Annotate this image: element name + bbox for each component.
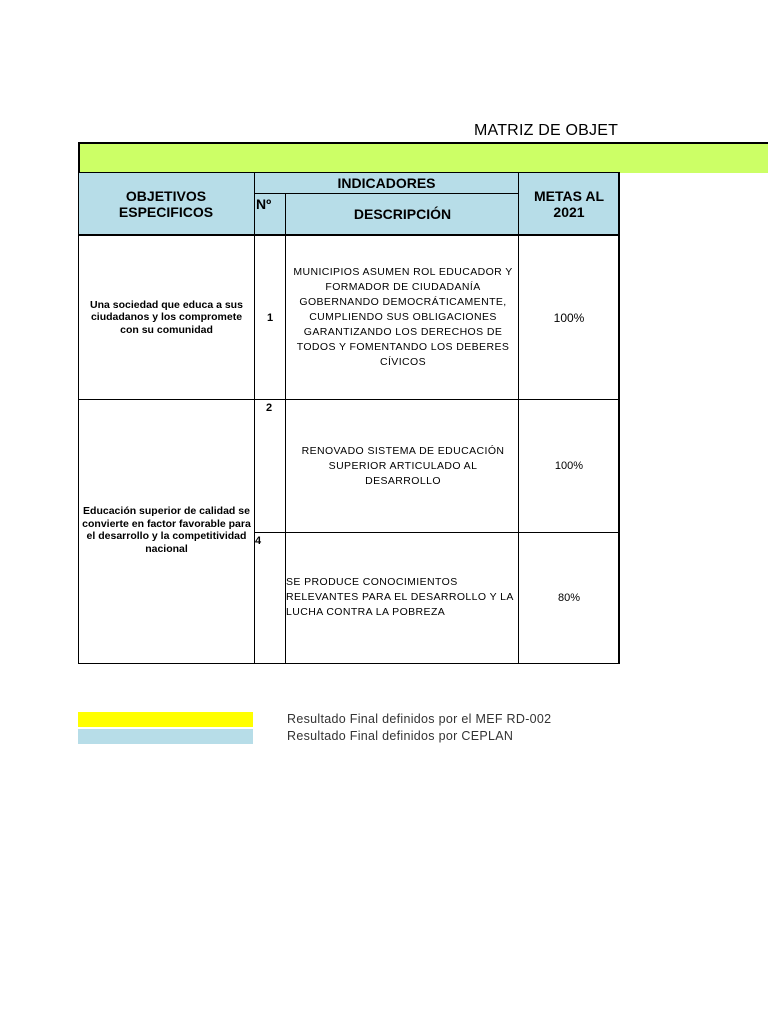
indicator-description: MUNICIPIOS ASUMEN ROL EDUCADOR Y FORMADOR DE CIUDADANÍA GOBERNANDO DEMOCRÁTICAMENTE, CUMPLIENDO SUS OBLIGACIONES GARANTIZANDO LOS DERECHOS DE TODOS Y FOMENTANDO LOS DEBERES CÍVICOS [293,266,513,368]
page-title: MATRIZ DE OBJET [474,122,619,139]
header-indicadores: INDICADORES [254,173,519,193]
header-objetivos: OBJETIVOS ESPECIFICOS [78,173,254,235]
meta-value: 100% [554,460,584,472]
header-numero: Nº [254,193,286,235]
legend-label-mef: Resultado Final definidos por el MEF RD-002 [287,712,552,726]
header-descripcion: DESCRIPCIÓN [286,193,519,235]
indicator-number: 2 [266,402,273,414]
legend-swatch-ceplan [78,729,253,744]
meta-value: 80% [557,592,581,604]
legend-label-ceplan: Resultado Final definidos por CEPLAN [287,729,514,743]
indicator-description: SE PRODUCE CONOCIMIENTOS RELEVANTES PARA EL DESARROLLO Y LA LUCHA CONTRA LA POBREZA [286,576,514,618]
objetivo-cell: Educación superior de calidad se convierte en factor favorable para el desarrollo y la competitividad nacional [82,505,251,555]
indicator-number: 4 [255,535,262,547]
legend-swatch-mef [78,712,253,727]
indicator-description: RENOVADO SISTEMA DE EDUCACIÓN SUPERIOR ARTICULADO AL DESARROLLO [301,444,505,487]
indicator-number: 1 [266,311,274,324]
title-band [78,142,768,173]
meta-value: 100% [553,310,585,325]
objetivo-cell: Una sociedad que educa a sus ciudadanos y los compromete con su comunidad [90,298,243,336]
header-metas: METAS AL 2021 [519,173,619,235]
